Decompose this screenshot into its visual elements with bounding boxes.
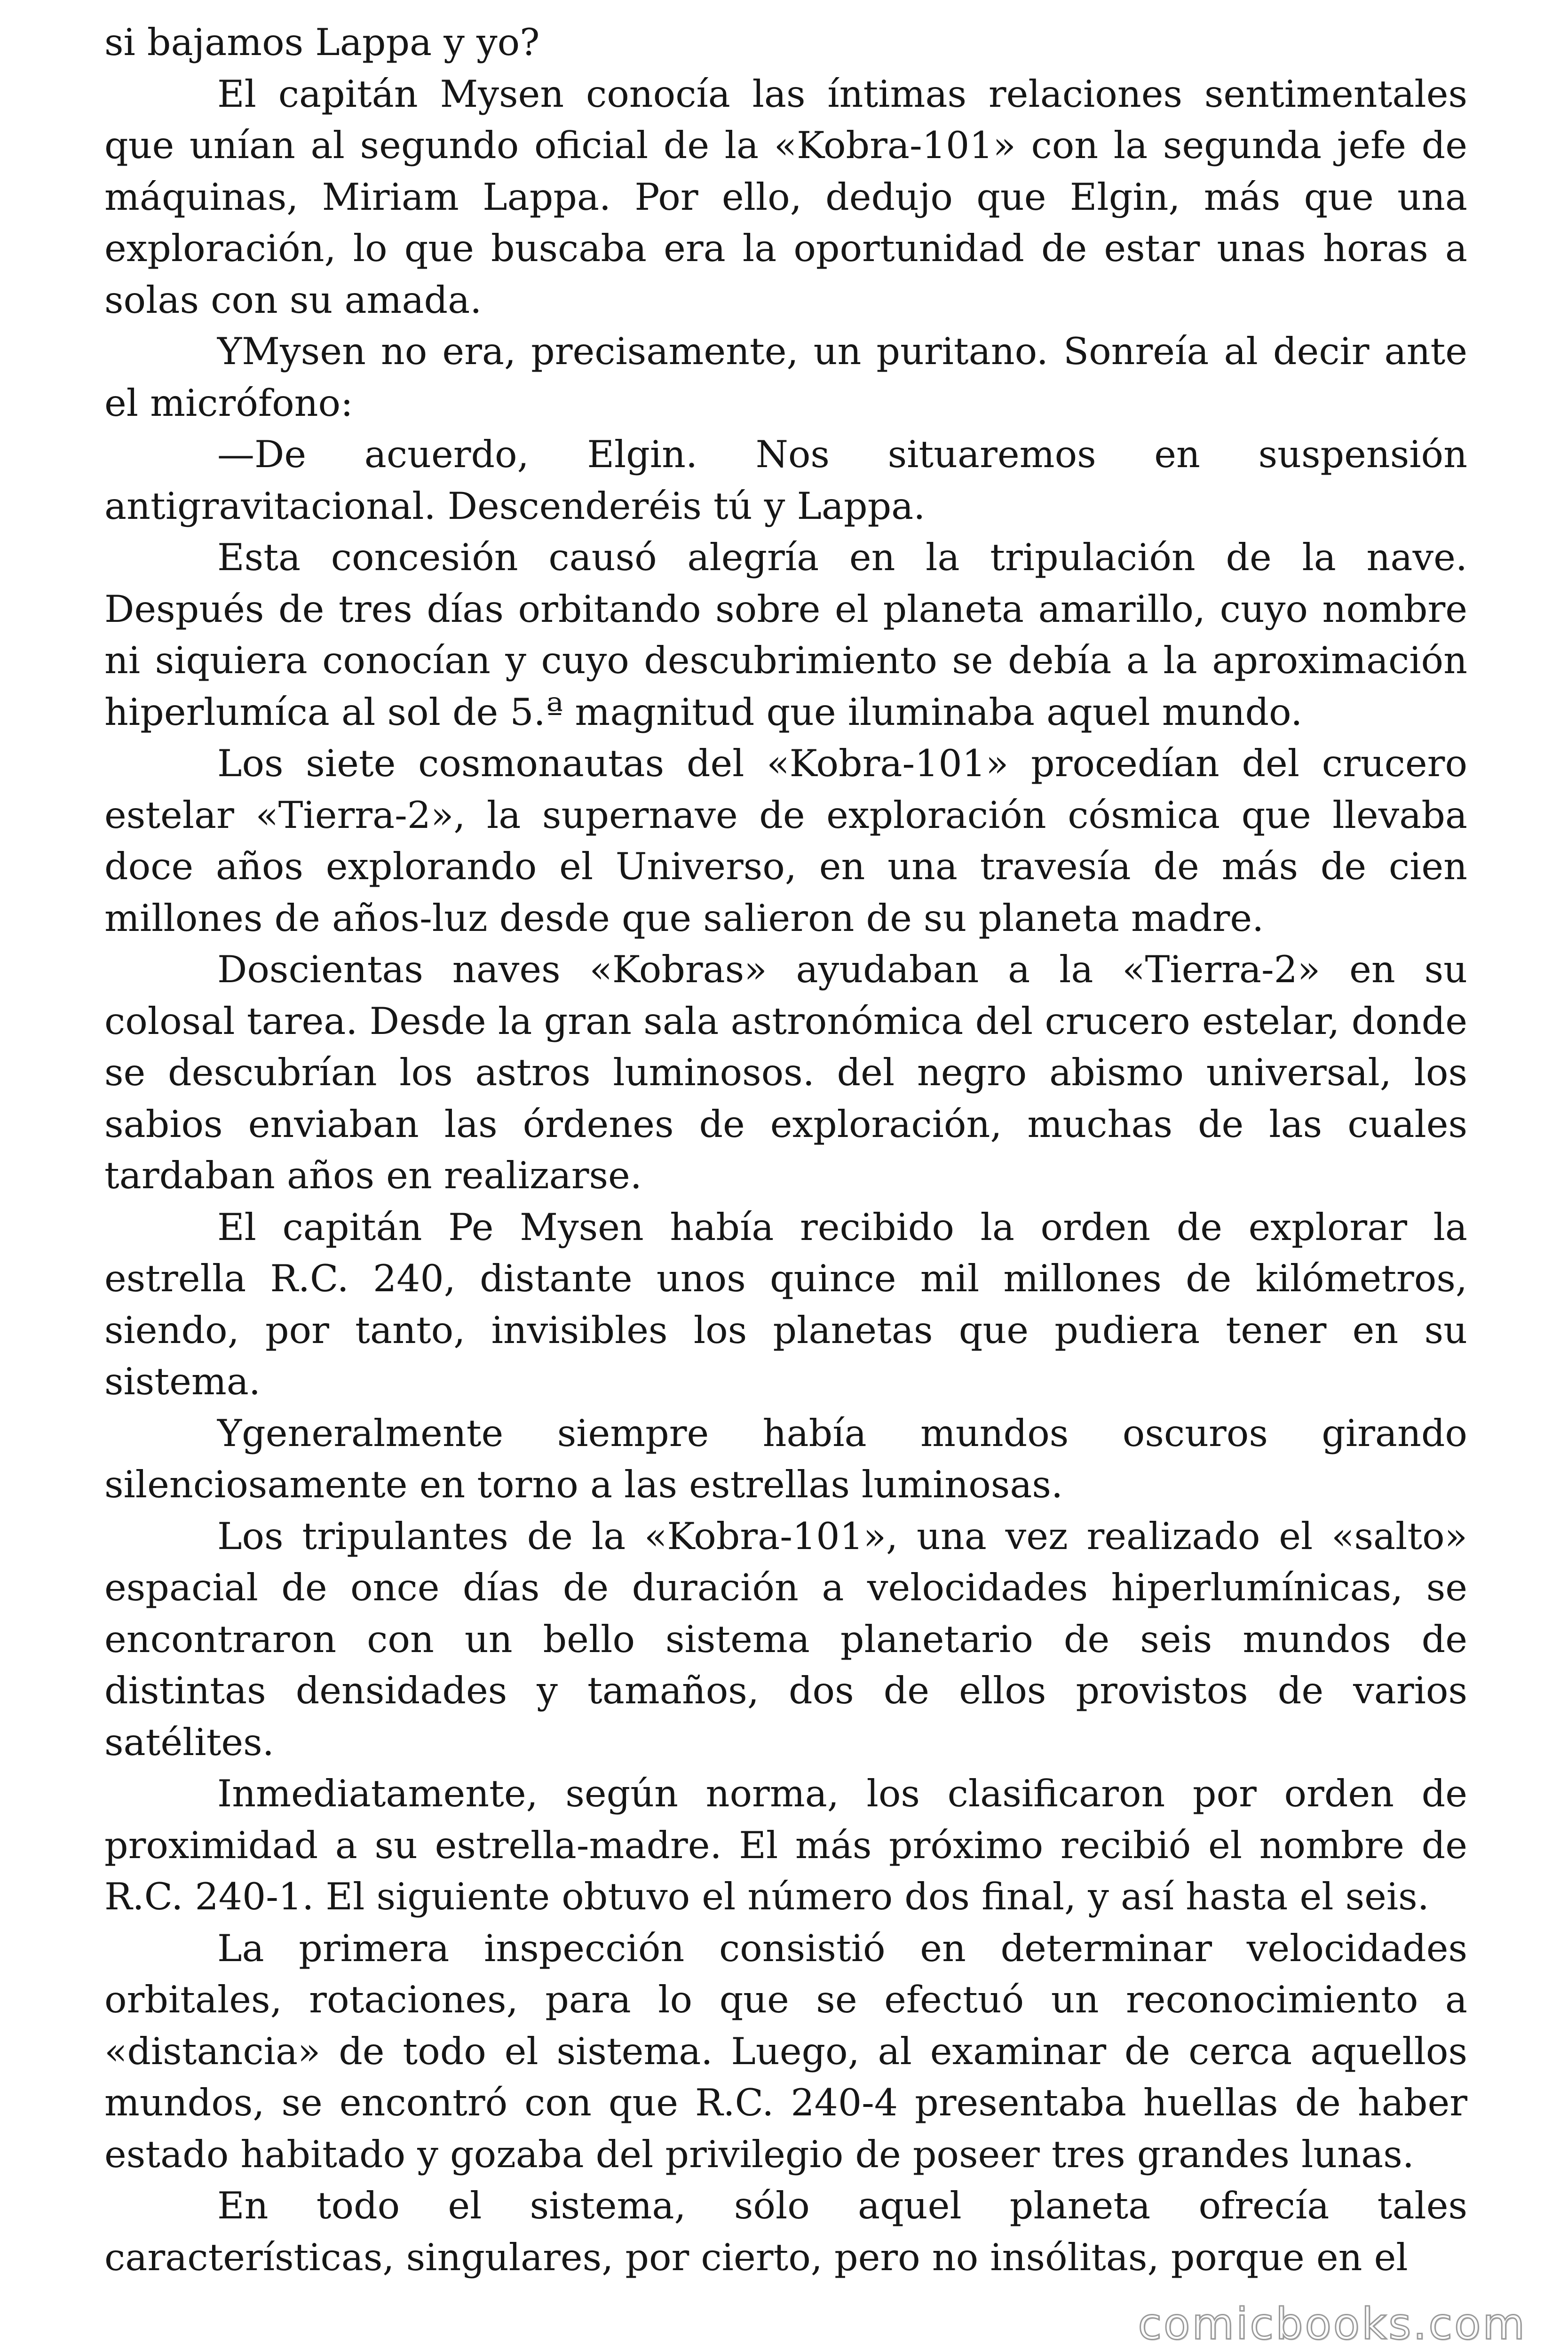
paragraph: El capitán Pe Mysen había recibido la orden de explorar la estrella R.C. 240, distante unos quince mil millones de kilómetros, siendo, por tanto, invisibles los planetas que pudiera tener en su sistema. xyxy=(104,1205,1467,1403)
paragraph: Doscientas naves «Kobras» ayudaban a la «Tierra-2» en su colosal tarea. Desde la gran sala astronómica del crucero estelar, donde se descubrían los astros luminosos. del negro abismo universal, los sabios enviaban las órdenes de exploración, muchas de las cuales tardaban años en realizarse. xyxy=(104,948,1467,1197)
document-page xyxy=(104,17,1467,2283)
paragraph: Los siete cosmonautas del «Kobra-101» procedían del crucero estelar «Tierra-2», la supernave de exploración cósmica que llevaba doce años explorando el Universo, en una travesía de más de cien millones de años-luz desde que salieron de su planeta madre. xyxy=(104,742,1467,940)
dialogue-paragraph: —De acuerdo, Elgin. Nos situaremos en suspensión antigravitacional. Descenderéis tú y Lappa. xyxy=(104,433,1467,528)
paragraph-truncated: En todo el sistema, sólo aquel planeta ofrecía tales características, singulares, por cierto, pero no insólitas, porque en el xyxy=(104,2184,1467,2279)
paragraph: Esta concesión causó alegría en la tripulación de la nave. Después de tres días orbitando sobre el planeta amarillo, cuyo nombre ni siquiera conocían y cuyo descubrimiento se debía a la aproximación hiperlumíca al sol de 5.ª magnitud que iluminaba aquel mundo. xyxy=(104,536,1467,734)
paragraph: YMysen no era, precisamente, un puritano. Sonreía al decir ante el micrófono: xyxy=(104,330,1467,425)
paragraph: La primera inspección consistió en determinar velocidades orbitales, rotaciones, para lo que se efectuó un reconocimiento a «distancia» de todo el sistema. Luego, al examinar de cerca aquellos mundos, se encontró con que R.C. 240-4 presentaba huellas de haber estado habitado y gozaba del privilegio de poseer tres grandes lunas. xyxy=(104,1926,1467,2176)
paragraph-continuation: si bajamos Lappa y yo? xyxy=(104,21,540,64)
paragraph: Los tripulantes de la «Kobra-101», una vez realizado el «salto» espacial de once días de duración a velocidades hiperlumínicas, se encontraron con un bello sistema planetario de seis mundos de distintas densidades y tamaños, dos de ellos provistos de varios satélites. xyxy=(104,1514,1467,1764)
paragraph: Ygeneralmente siempre había mundos oscuros girando silenciosamente en torno a las estrellas luminosas. xyxy=(104,1411,1467,1506)
watermark-logo: comicbooks.com xyxy=(1138,2299,1527,2349)
paragraph: El capitán Mysen conocía las íntimas relaciones sentimentales que unían al segundo oficial de la «Kobra-101» con la segunda jefe de máquinas, Miriam Lappa. Por ello, dedujo que Elgin, más que una exploración, lo que buscaba era la oportunidad de estar unas horas a solas con su amada. xyxy=(104,72,1467,322)
paragraph: Inmediatamente, según norma, los clasificaron por orden de proximidad a su estrella-madre. El más próximo recibió el nombre de R.C. 240-1. El siguiente obtuvo el número dos final, y así hasta el seis. xyxy=(104,1772,1467,1918)
